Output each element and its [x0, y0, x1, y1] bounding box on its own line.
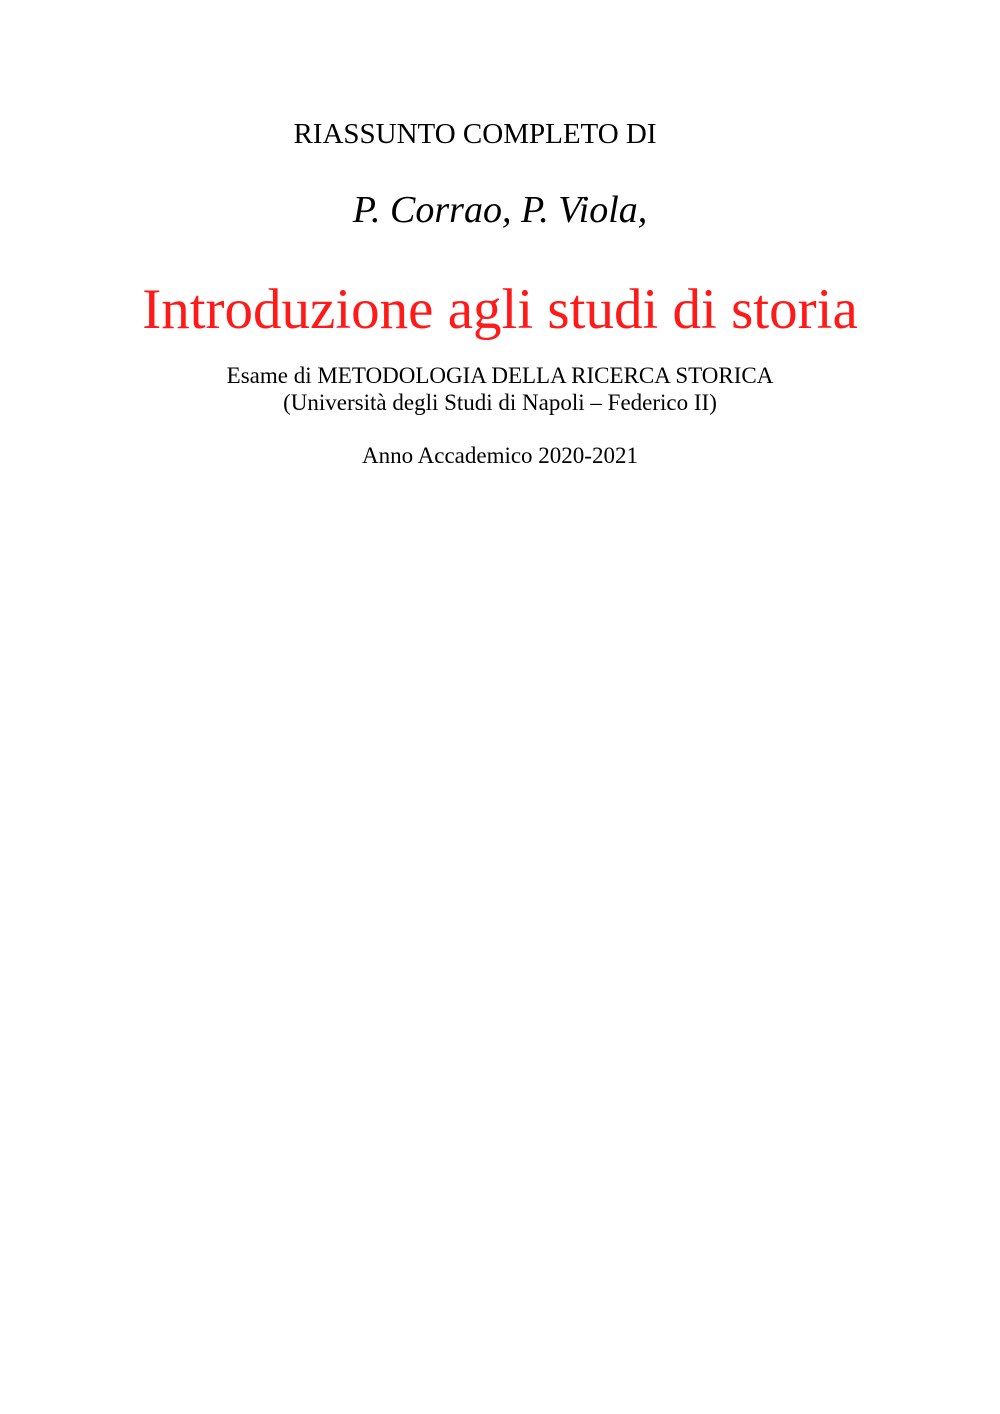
exam-line: Esame di METODOLOGIA DELLA RICERCA STORICA: [226, 363, 774, 388]
academic-year: Anno Accademico 2020-2021: [362, 443, 638, 468]
authors: P. Corrao, P. Viola,: [352, 189, 648, 231]
summary-heading: RIASSUNTO COMPLETO DI: [293, 118, 657, 150]
book-title: Introduzione agli studi di storia: [142, 278, 858, 341]
university-line: (Università degli Studi di Napoli – Federico II): [283, 390, 717, 415]
